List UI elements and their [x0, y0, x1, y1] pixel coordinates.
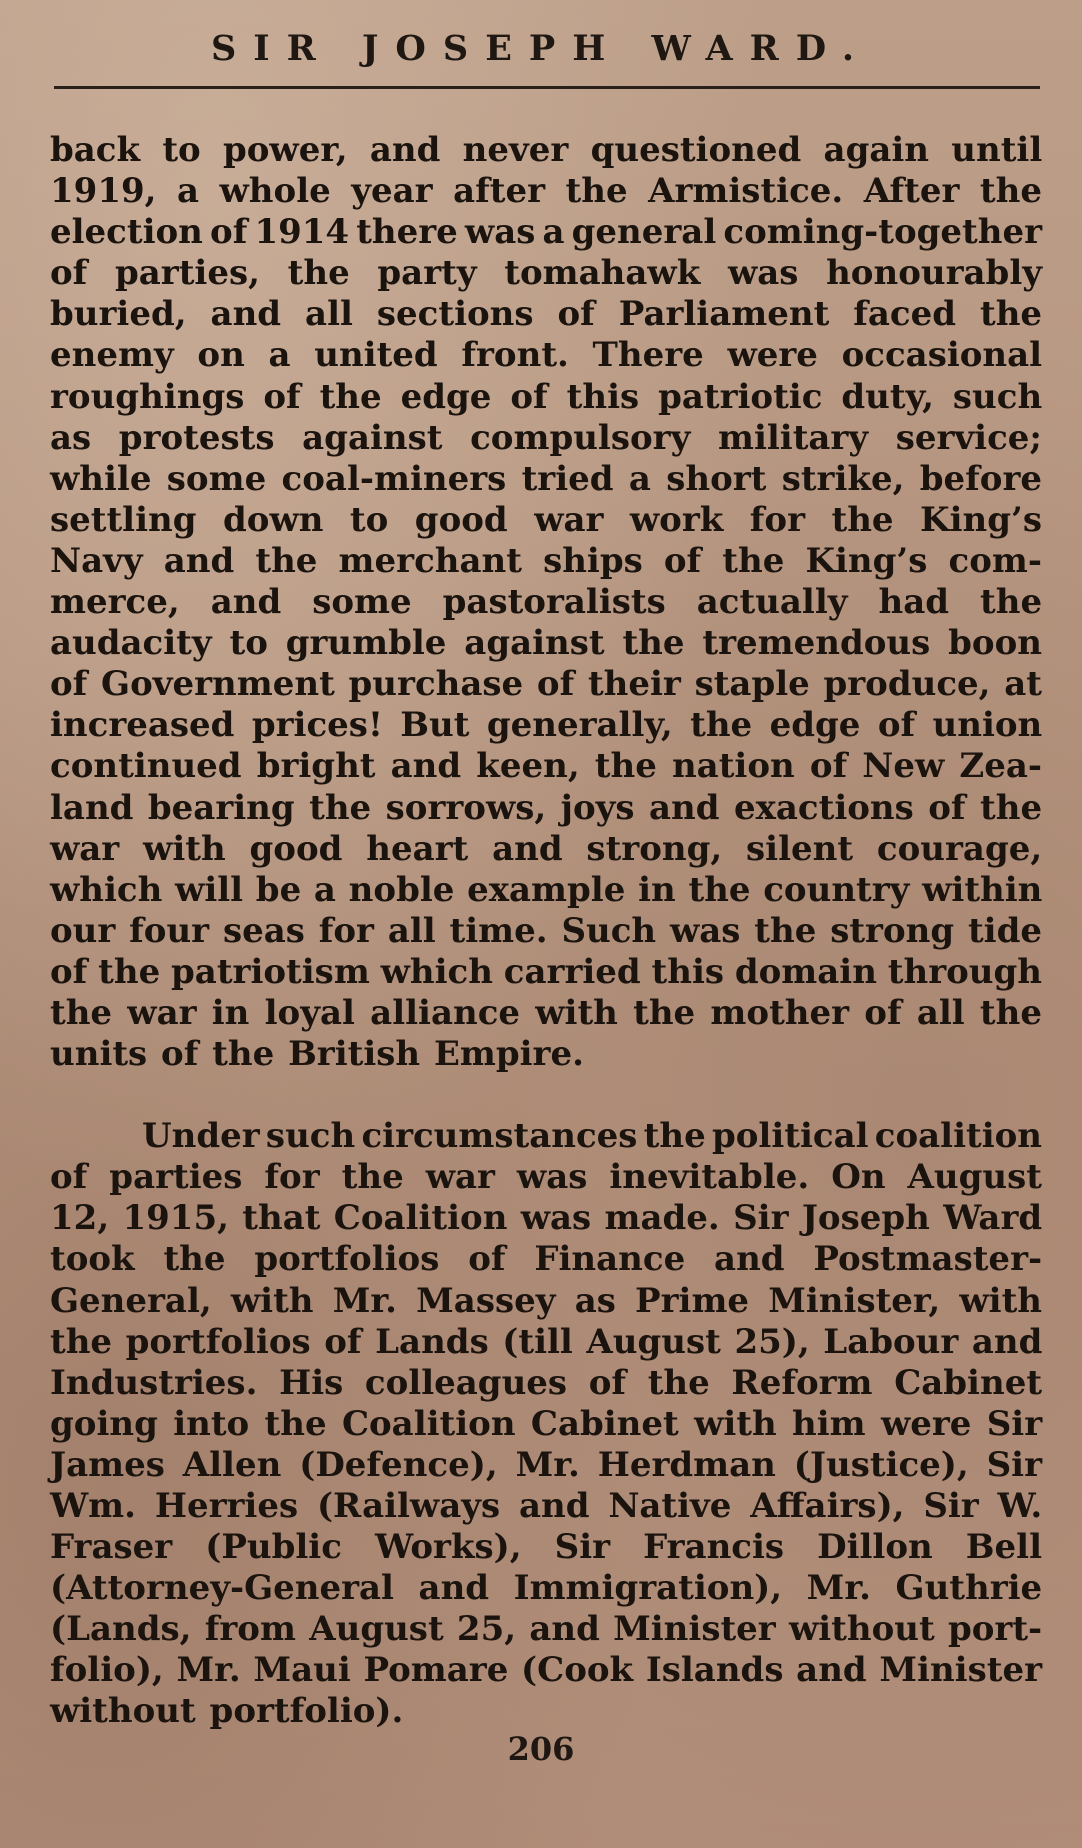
text-line: settling down to good war work for the King’s: [50, 499, 1042, 540]
text-line: which will be a noble example in the country within: [50, 869, 1043, 910]
text-line: going into the Coalition Cabinet with him were Sir: [50, 1403, 1043, 1444]
text-line: Under such circumstances the political coalition: [142, 1116, 1043, 1157]
text-line: Wm. Herries (Railways and Native Affairs), Sir W.: [50, 1486, 1043, 1526]
text-line: continued bright and keen, the nation of New Zea-: [50, 746, 1042, 787]
text-line: the portfolios of Lands (till August 25), Labour and: [50, 1321, 1043, 1362]
text-line: Fraser (Public Works), Sir Francis Dillon Bell: [50, 1527, 1042, 1568]
text-line: (Attorney-General and Immigration), Mr. Guthrie: [50, 1568, 1043, 1609]
text-line: land bearing the sorrows, joys and exactions of the: [50, 787, 1043, 828]
text-line: the war in loyal alliance with the mother of all the: [50, 992, 1042, 1033]
page-number: 206: [507, 1730, 575, 1768]
text-line: Navy and the merchant ships of the King’s com-: [50, 540, 1042, 581]
text-line: units of the British Empire.: [50, 1034, 584, 1075]
text-line: 1919, a whole year after the Armistice. After the: [50, 171, 1042, 212]
body-text: [50, 130, 1042, 1733]
text-line: of parties, the party tomahawk was honourably: [50, 253, 1042, 294]
text-line: war with good heart and strong, silent courage,: [50, 828, 1043, 869]
text-line: audacity to grumble against the tremendous boon: [50, 623, 1042, 664]
text-line: of the patriotism which carried this domain through: [50, 951, 1042, 992]
text-line: while some coal-miners tried a short strike, before: [50, 458, 1042, 499]
text-line: increased prices! But generally, the edge of union: [50, 705, 1043, 746]
header-rule: [54, 86, 1040, 89]
text-line: General, with Mr. Massey as Prime Minister, with: [50, 1280, 1042, 1321]
running-head: SIR JOSEPH WARD.: [210, 28, 872, 69]
text-line: (Lands, from August 25, and Minister without port-: [50, 1609, 1043, 1650]
text-line: roughings of the edge of this patriotic duty, such: [50, 376, 1043, 417]
text-line: enemy on a united front. There were occasional: [50, 335, 1043, 376]
text-line: back to power, and never questioned again until: [50, 130, 1043, 170]
text-line: merce, and some pastoralists actually had the: [50, 582, 1043, 623]
text-line: election of 1914 there was a general coming-together: [50, 212, 1043, 253]
text-line: folio), Mr. Maui Pomare (Cook Islands and Minister: [50, 1650, 1042, 1691]
text-line: without portfolio).: [50, 1691, 404, 1732]
text-line: took the portfolios of Finance and Postmaster-: [50, 1239, 1043, 1280]
text-line: as protests against compulsory military service;: [50, 417, 1042, 458]
text-line: of parties for the war was inevitable. On August: [50, 1157, 1042, 1198]
text-line: buried, and all sections of Parliament faced the: [50, 294, 1043, 335]
paragraph-1: [50, 130, 1042, 1075]
text-line: 12, 1915, that Coalition was made. Sir Joseph Ward: [50, 1198, 1043, 1239]
paragraph-2: [50, 1116, 1042, 1732]
text-line: Industries. His colleagues of the Reform Cabinet: [50, 1362, 1043, 1403]
text-line: of Government purchase of their staple produce, at: [50, 664, 1042, 705]
text-line: James Allen (Defence), Mr. Herdman (Justice), Sir: [50, 1444, 1042, 1485]
text-line: our four seas for all time. Such was the strong tide: [50, 910, 1042, 951]
